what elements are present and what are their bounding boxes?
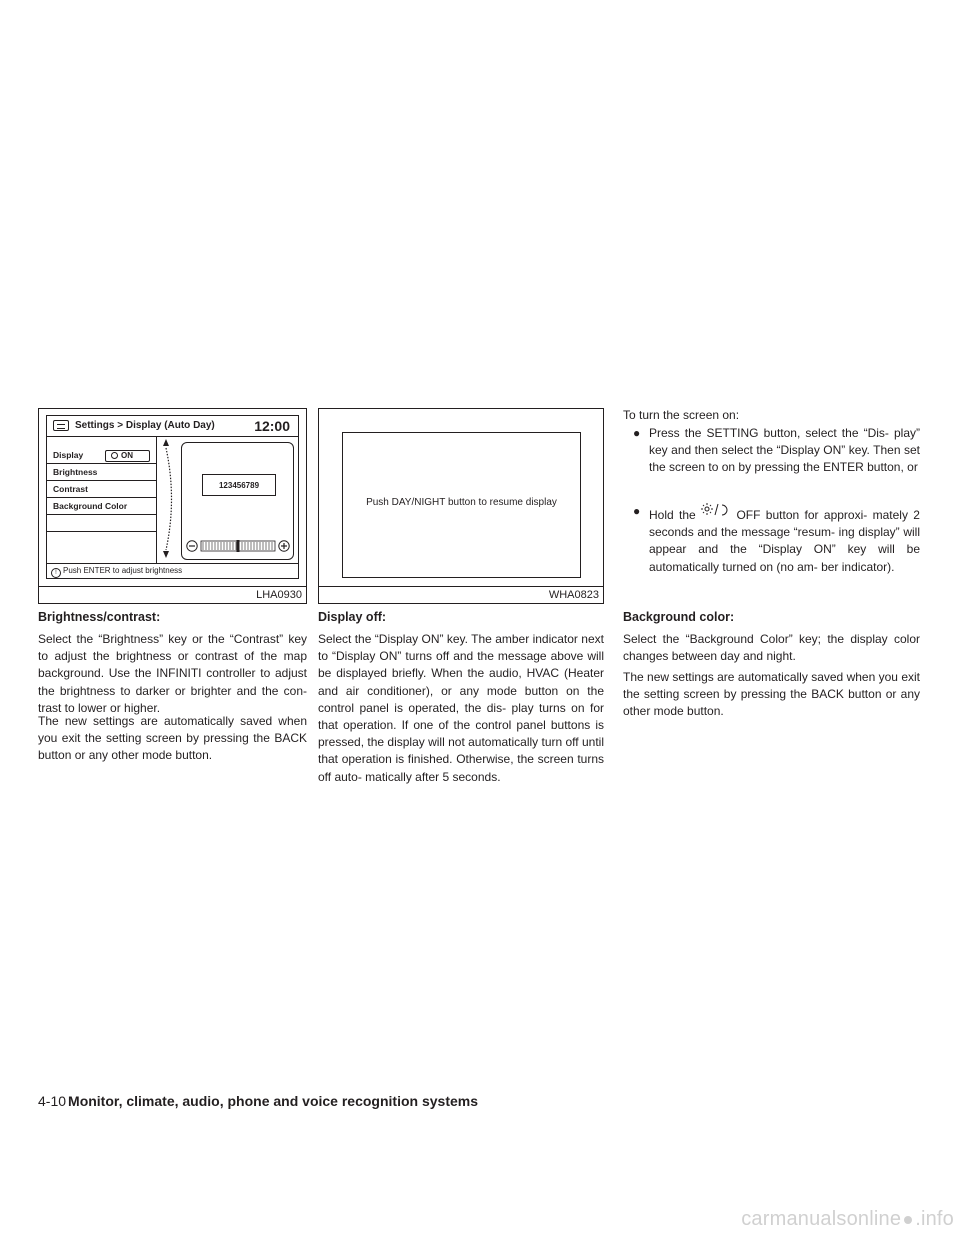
figure-settings-display — [38, 408, 307, 604]
heading-background-color: Background color: — [623, 610, 735, 624]
paragraph: The new settings are automatically saved when you exit the setting screen by pressing the BACK button or any other mode button. — [38, 714, 307, 763]
bullet-item: ● Hold the OFF button for approxi- mately 2 seconds and the message “resum- ing display” will appear and the “Display ON” key will be automatically turned on (no am- ber indicator). — [633, 504, 920, 574]
sun-icon — [901, 1213, 915, 1227]
bullet-mark: ● — [633, 426, 641, 440]
chapter-title: Monitor, climate, audio, phone and voice recognition systems — [68, 1093, 478, 1109]
resume-message: Push DAY/NIGHT button to resume display — [366, 497, 557, 508]
brightness-slider[interactable] — [186, 539, 290, 553]
watermark: carmanualsonline .info — [741, 1208, 954, 1230]
page-number: 4-10 — [38, 1093, 67, 1109]
screen-header — [47, 416, 298, 437]
preview-number-box: 123456789 — [202, 474, 276, 496]
slider-thumb — [237, 540, 240, 552]
display-on-toggle[interactable]: ON — [105, 450, 150, 462]
display-off-screen — [342, 432, 581, 578]
screen-title: Settings > Display (Auto Day) — [75, 420, 215, 431]
paragraph: Select the “Display ON” key. The amber indicator next to “Display ON” turns off and the message above will be displayed briefly. When the audio, HVAC (Heater and air conditioner), or any mode button on the control panel is operated, the dis- play turns on for that operation. If one of the control panel buttons is pressed, the display will not automatically turn off until that operation is finished. Otherwise, the screen turns off auto- matically after 5 seconds. — [318, 632, 604, 784]
bullet-mark: ● — [633, 504, 641, 518]
info-icon: ! — [51, 568, 61, 578]
menu-divider — [156, 436, 157, 564]
paragraph-intro: To turn the screen on: — [623, 408, 740, 422]
menu-item-contrast[interactable]: Contrast — [47, 481, 156, 498]
menu-item-empty — [47, 515, 156, 532]
paragraph: Select the “Brightness” key or the “Contrast” key to adjust the brightness or contrast of the map background. Use the INFINITI controller to adjust the brightness to darker or brighter and the con- trast to lower or higher. — [38, 632, 307, 715]
menu-item-display[interactable]: Display ON — [47, 447, 156, 464]
menu-item-background-color[interactable]: Background Color — [47, 498, 156, 515]
paragraph: Select the “Background Color” key; the display color changes between day and night. — [623, 632, 920, 664]
paragraph: The new settings are automatically saved when you exit the setting screen by pressing the BACK button or any other mode button. — [623, 670, 920, 719]
bullet-item: ● Press the SETTING button, select the “Dis- play” key and then select the “Display ON” key. Then set the screen to on by pressing the ENTER button, or — [633, 426, 920, 475]
heading-brightness-contrast: Brightness/contrast: — [38, 610, 161, 624]
settings-screen — [46, 415, 299, 579]
screen-clock: 12:00 — [254, 418, 290, 434]
scroll-arc — [159, 438, 183, 560]
brightness-preview — [181, 442, 294, 560]
indicator-icon — [111, 452, 118, 459]
settings-menu-icon — [53, 420, 69, 431]
heading-display-off: Display off: — [318, 610, 387, 624]
figure-rule — [319, 586, 603, 587]
screen-footer: ! Push ENTER to adjust brightness — [47, 563, 298, 578]
menu-item-empty — [47, 532, 156, 549]
figure-display-off — [318, 408, 604, 604]
figure-code: LHA0930 — [256, 589, 302, 601]
page-footer — [38, 1093, 478, 1109]
figure-rule — [39, 586, 306, 587]
day-night-icon — [701, 503, 731, 517]
figure-code: WHA0823 — [548, 589, 599, 601]
menu-item-brightness[interactable]: Brightness — [47, 464, 156, 481]
